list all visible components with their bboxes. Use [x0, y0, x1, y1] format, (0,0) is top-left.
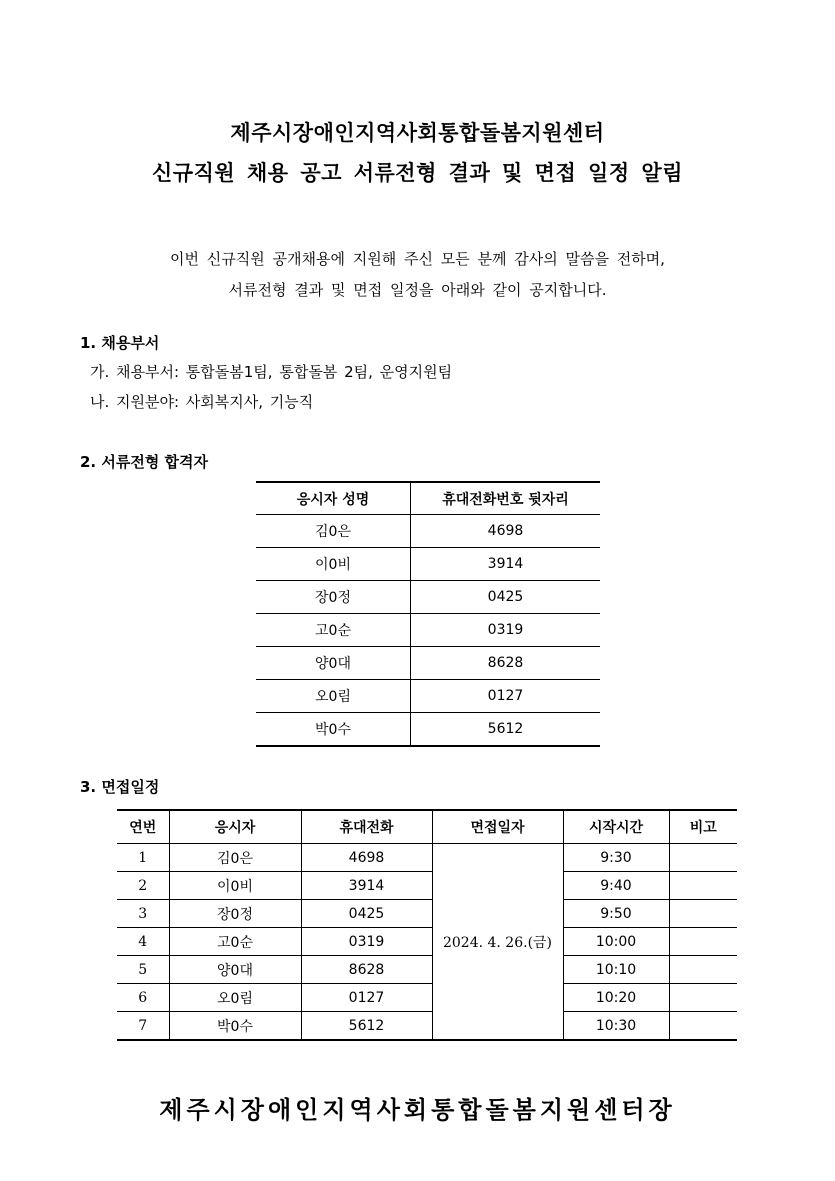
applicant-name-cell: 박0수 — [256, 713, 411, 747]
applicant-cell: 김0은 — [169, 844, 301, 872]
note-cell — [669, 984, 737, 1012]
phone-cell: 3914 — [301, 872, 432, 900]
row-number-cell: 7 — [117, 1012, 169, 1041]
applicant-name-cell: 장0정 — [256, 581, 411, 614]
applicant-name-cell: 양0대 — [256, 647, 411, 680]
table-row — [256, 614, 600, 647]
applicant-name-cell: 고0순 — [256, 614, 411, 647]
start-time-cell: 10:30 — [563, 1012, 669, 1041]
note-cell — [669, 900, 737, 928]
applicant-name-cell: 이0비 — [256, 548, 411, 581]
phone-cell: 8628 — [301, 956, 432, 984]
row-number-cell: 4 — [117, 928, 169, 956]
applicant-cell: 이0비 — [169, 872, 301, 900]
phone-suffix-cell: 8628 — [411, 647, 601, 680]
intro-line-1: 이번 신규직원 공개채용에 지원해 주신 모든 분께 감사의 말씀을 전하며, — [170, 250, 665, 268]
column-header: 응시자 성명 — [256, 482, 411, 515]
start-time-cell: 9:50 — [563, 900, 669, 928]
column-header: 휴대전화 — [301, 810, 432, 844]
applicant-cell: 박0수 — [169, 1012, 301, 1041]
section-heading-passers: 2. 서류전형 합격자 — [80, 453, 209, 471]
phone-suffix-cell: 0319 — [411, 614, 601, 647]
applicant-cell: 고0순 — [169, 928, 301, 956]
start-time-cell: 10:00 — [563, 928, 669, 956]
table-row — [256, 581, 600, 614]
phone-suffix-cell: 0425 — [411, 581, 601, 614]
passers-table — [256, 481, 600, 747]
table-row — [117, 900, 737, 928]
table-row — [117, 928, 737, 956]
row-number-cell: 2 — [117, 872, 169, 900]
start-time-cell: 10:20 — [563, 984, 669, 1012]
phone-suffix-cell: 0127 — [411, 680, 601, 713]
interview-schedule-table — [117, 809, 737, 1041]
table-row — [256, 515, 600, 548]
table-row — [256, 548, 600, 581]
table-header-row — [256, 482, 600, 515]
column-header: 휴대전화번호 뒷자리 — [411, 482, 601, 515]
table-row — [117, 1012, 737, 1041]
note-cell — [669, 956, 737, 984]
applicant-cell: 장0정 — [169, 900, 301, 928]
table-row — [117, 984, 737, 1012]
phone-suffix-cell: 5612 — [411, 713, 601, 747]
row-number-cell: 5 — [117, 956, 169, 984]
document-title: 제주시장애인지역사회통합돌봄지원센터 — [230, 121, 605, 145]
phone-cell: 5612 — [301, 1012, 432, 1041]
table-row — [256, 680, 600, 713]
column-header: 면접일자 — [432, 810, 563, 844]
interview-date-cell: 2024. 4. 26.(금) — [432, 844, 563, 1041]
phone-cell: 0319 — [301, 928, 432, 956]
note-cell — [669, 872, 737, 900]
table-row — [256, 713, 600, 747]
section-heading-interview: 3. 면접일정 — [80, 778, 160, 796]
start-time-cell: 10:10 — [563, 956, 669, 984]
phone-cell: 0127 — [301, 984, 432, 1012]
start-time-cell: 9:30 — [563, 844, 669, 872]
row-number-cell: 3 — [117, 900, 169, 928]
phone-cell: 4698 — [301, 844, 432, 872]
column-header: 비고 — [669, 810, 737, 844]
table-header-row — [117, 810, 737, 844]
table-row — [117, 872, 737, 900]
phone-cell: 0425 — [301, 900, 432, 928]
applicant-name-cell: 김0은 — [256, 515, 411, 548]
applicant-cell: 양0대 — [169, 956, 301, 984]
column-header: 시작시간 — [563, 810, 669, 844]
intro-text — [0, 244, 835, 306]
department-item: 가. 채용부서: 통합돌봄1팀, 통합돌봄 2팀, 운영지원팀 — [90, 363, 453, 381]
column-header: 연번 — [117, 810, 169, 844]
note-cell — [669, 844, 737, 872]
field-item: 나. 지원분야: 사회복지사, 기능직 — [90, 393, 314, 411]
row-number-cell: 6 — [117, 984, 169, 1012]
note-cell — [669, 1012, 737, 1041]
start-time-cell: 9:40 — [563, 872, 669, 900]
phone-suffix-cell: 4698 — [411, 515, 601, 548]
table-row — [256, 647, 600, 680]
phone-suffix-cell: 3914 — [411, 548, 601, 581]
table-row — [117, 844, 737, 872]
note-cell — [669, 928, 737, 956]
applicant-cell: 오0림 — [169, 984, 301, 1012]
document-subtitle: 신규직원 채용 공고 서류전형 결과 및 면접 일정 알림 — [152, 161, 683, 185]
applicant-name-cell: 오0림 — [256, 680, 411, 713]
intro-line-2: 서류전형 결과 및 면접 일정을 아래와 같이 공지합니다. — [228, 281, 607, 299]
row-number-cell: 1 — [117, 844, 169, 872]
section-heading-departments: 1. 채용부서 — [80, 334, 160, 352]
table-row — [117, 956, 737, 984]
column-header: 응시자 — [169, 810, 301, 844]
signature-organization: 제주시장애인지역사회통합돌봄지원센터장 — [159, 1096, 676, 1124]
